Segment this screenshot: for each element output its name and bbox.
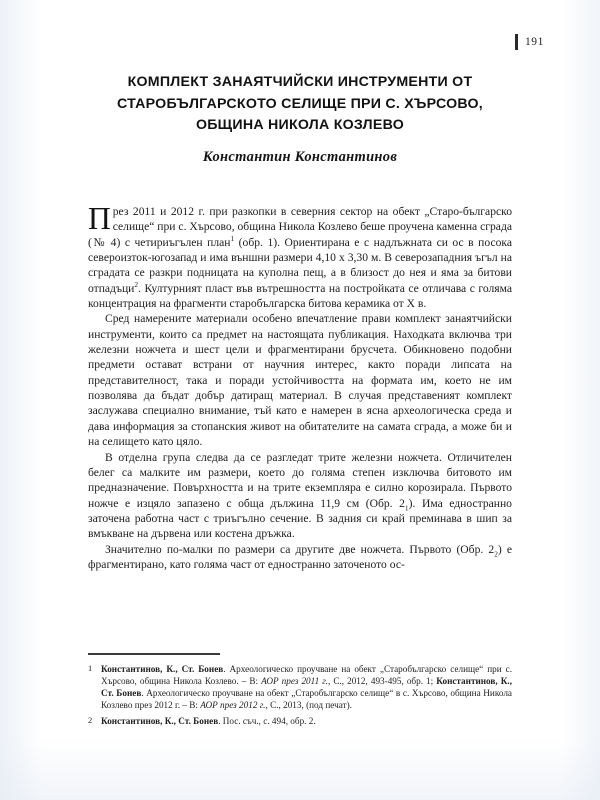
- figure-ref-subscript-1: 1: [404, 502, 409, 512]
- paragraph-4-part-b: ) е фрагментирано, като голяма част от едностранно заточеното ос-: [88, 542, 512, 571]
- footnote-segment: , С., 2013, (под печат).: [265, 700, 352, 711]
- author-byline: Константин Константинов: [202, 149, 398, 165]
- footnotes-section: [88, 653, 512, 730]
- running-head: [515, 34, 544, 50]
- footnote-ref-1[interactable]: 1: [230, 233, 235, 243]
- footnote-authors: Константинов, К., Ст. Бонев: [101, 663, 224, 674]
- footnote-authors: Константинов, К., Ст. Бонев: [101, 675, 512, 699]
- paragraph-4-part-a: Значително по-малки по размери са другите две ножчета. Първото (Обр. 2: [105, 542, 495, 556]
- figure-ref-subscript-2: 2: [494, 548, 498, 558]
- footnote-ref-2[interactable]: 2: [134, 279, 139, 289]
- folio-rule-icon: [515, 34, 518, 50]
- page-number: 191: [524, 36, 544, 48]
- footnote-segment: . Археологическо проучване на обект „Старобългарско селище“ в с. Хърсово, община Никола Козлево през 2012 г. – В:: [101, 688, 512, 711]
- paragraph-3-part-b: ). Има едностранно заточена работна част с триъгълно сечение. В задния си край преминава в шип за вмъкване на дървена или костена дръжка.: [88, 496, 512, 541]
- paragraph-3: [88, 450, 512, 542]
- footnote-source-title: АОР през 2012 г.: [200, 700, 266, 711]
- paragraph-1-part-a: През 2011 и 2012 г. при разкопки в северния сектор на обект „Старо-българско селище“ при с. Хърсово, община Никола Козлево беше проучена каменна сграда (№ 4) с четириъгълен план: [88, 201, 512, 249]
- paragraph-1-part-c: . Културният пласт във вътрешността на постройката се отличава с голяма концентрация на фрагменти старобългарска битова керамика от Х в.: [88, 281, 512, 311]
- paragraph-1-part-b: (обр. 1). Ориентирана е с надлъжната си ос в посока североизток-югозапад и има външни размери 4,10 х 3,30 м. В северозападния ъгъл на сградата се разкри подницата на куполна пещ, а в близост до нея и яма за битови отпадъци: [88, 235, 512, 295]
- footnote-marker: 1: [88, 663, 93, 673]
- footnote-item: [88, 663, 512, 712]
- footnote-item: [88, 715, 512, 727]
- paragraph-1: [88, 201, 512, 311]
- footnote-authors: Константинов, К., Ст. Бонев: [101, 715, 219, 726]
- footnote-text: [101, 715, 512, 727]
- title-line-1: КОМПЛЕКТ ЗАНАЯТЧИЙСКИ ИНСТРУМЕНТИ ОТ: [127, 74, 473, 90]
- footnote-segment: . Пос. съч., с. 494, обр. 2.: [218, 715, 316, 726]
- paragraph-2: Сред намерените материали особено впечатление прави комплект занаятчийски инструменти, които са предмет на настоящата публикация. Находката включва три железни ножчета и шест цели и фрагментирани брусчета. Обикновено подобни предмети остават встрани от научния интерес, както поради липсата на представителност, така и поради устойчивостта на формата им, което не им позволява да бъдат добър датиращ материал. В случая представеният комплект заслужава специално внимание, тъй като е намерен в ясна археологическа среда и дава информация за стопанския живот на обитателите на самата сграда, а може би и на селището като цяло.: [88, 312, 512, 449]
- footnote-marker: 2: [88, 715, 93, 725]
- title-line-2: СТАРОБЪЛГАРСКОТО СЕЛИЩЕ ПРИ С. ХЪРСОВО,: [116, 95, 483, 112]
- page-title: [88, 72, 512, 137]
- title-line-3: ОБЩИНА НИКОЛА КОЗЛЕВО: [195, 117, 405, 133]
- footnote-text: [101, 663, 512, 712]
- footnote-segment: , С., 2012, 493-495, обр. 1;: [327, 675, 437, 686]
- footnote-separator-rule: [88, 653, 220, 655]
- body-column: [88, 201, 512, 572]
- footnote-segment: . Археологическо проучване на обект „Старобългарско селище“ при с. Хърсово, община Никола Козлево. – В:: [101, 663, 513, 686]
- paragraph-4: [88, 542, 512, 573]
- paragraph-3-part-a: В отделна група следва да се разгледат трите железни ножчета. Отличителен белег са малките им размери, което до голяма степен изключва битовото им предназначение. Повърхността и на трите екземпляра е силно корозирала. Първото ножче е изцяло запазено с обща дължина 11,9 см (Обр. 2: [88, 450, 512, 510]
- footnote-source-title: АОР през 2011 г.: [261, 675, 328, 686]
